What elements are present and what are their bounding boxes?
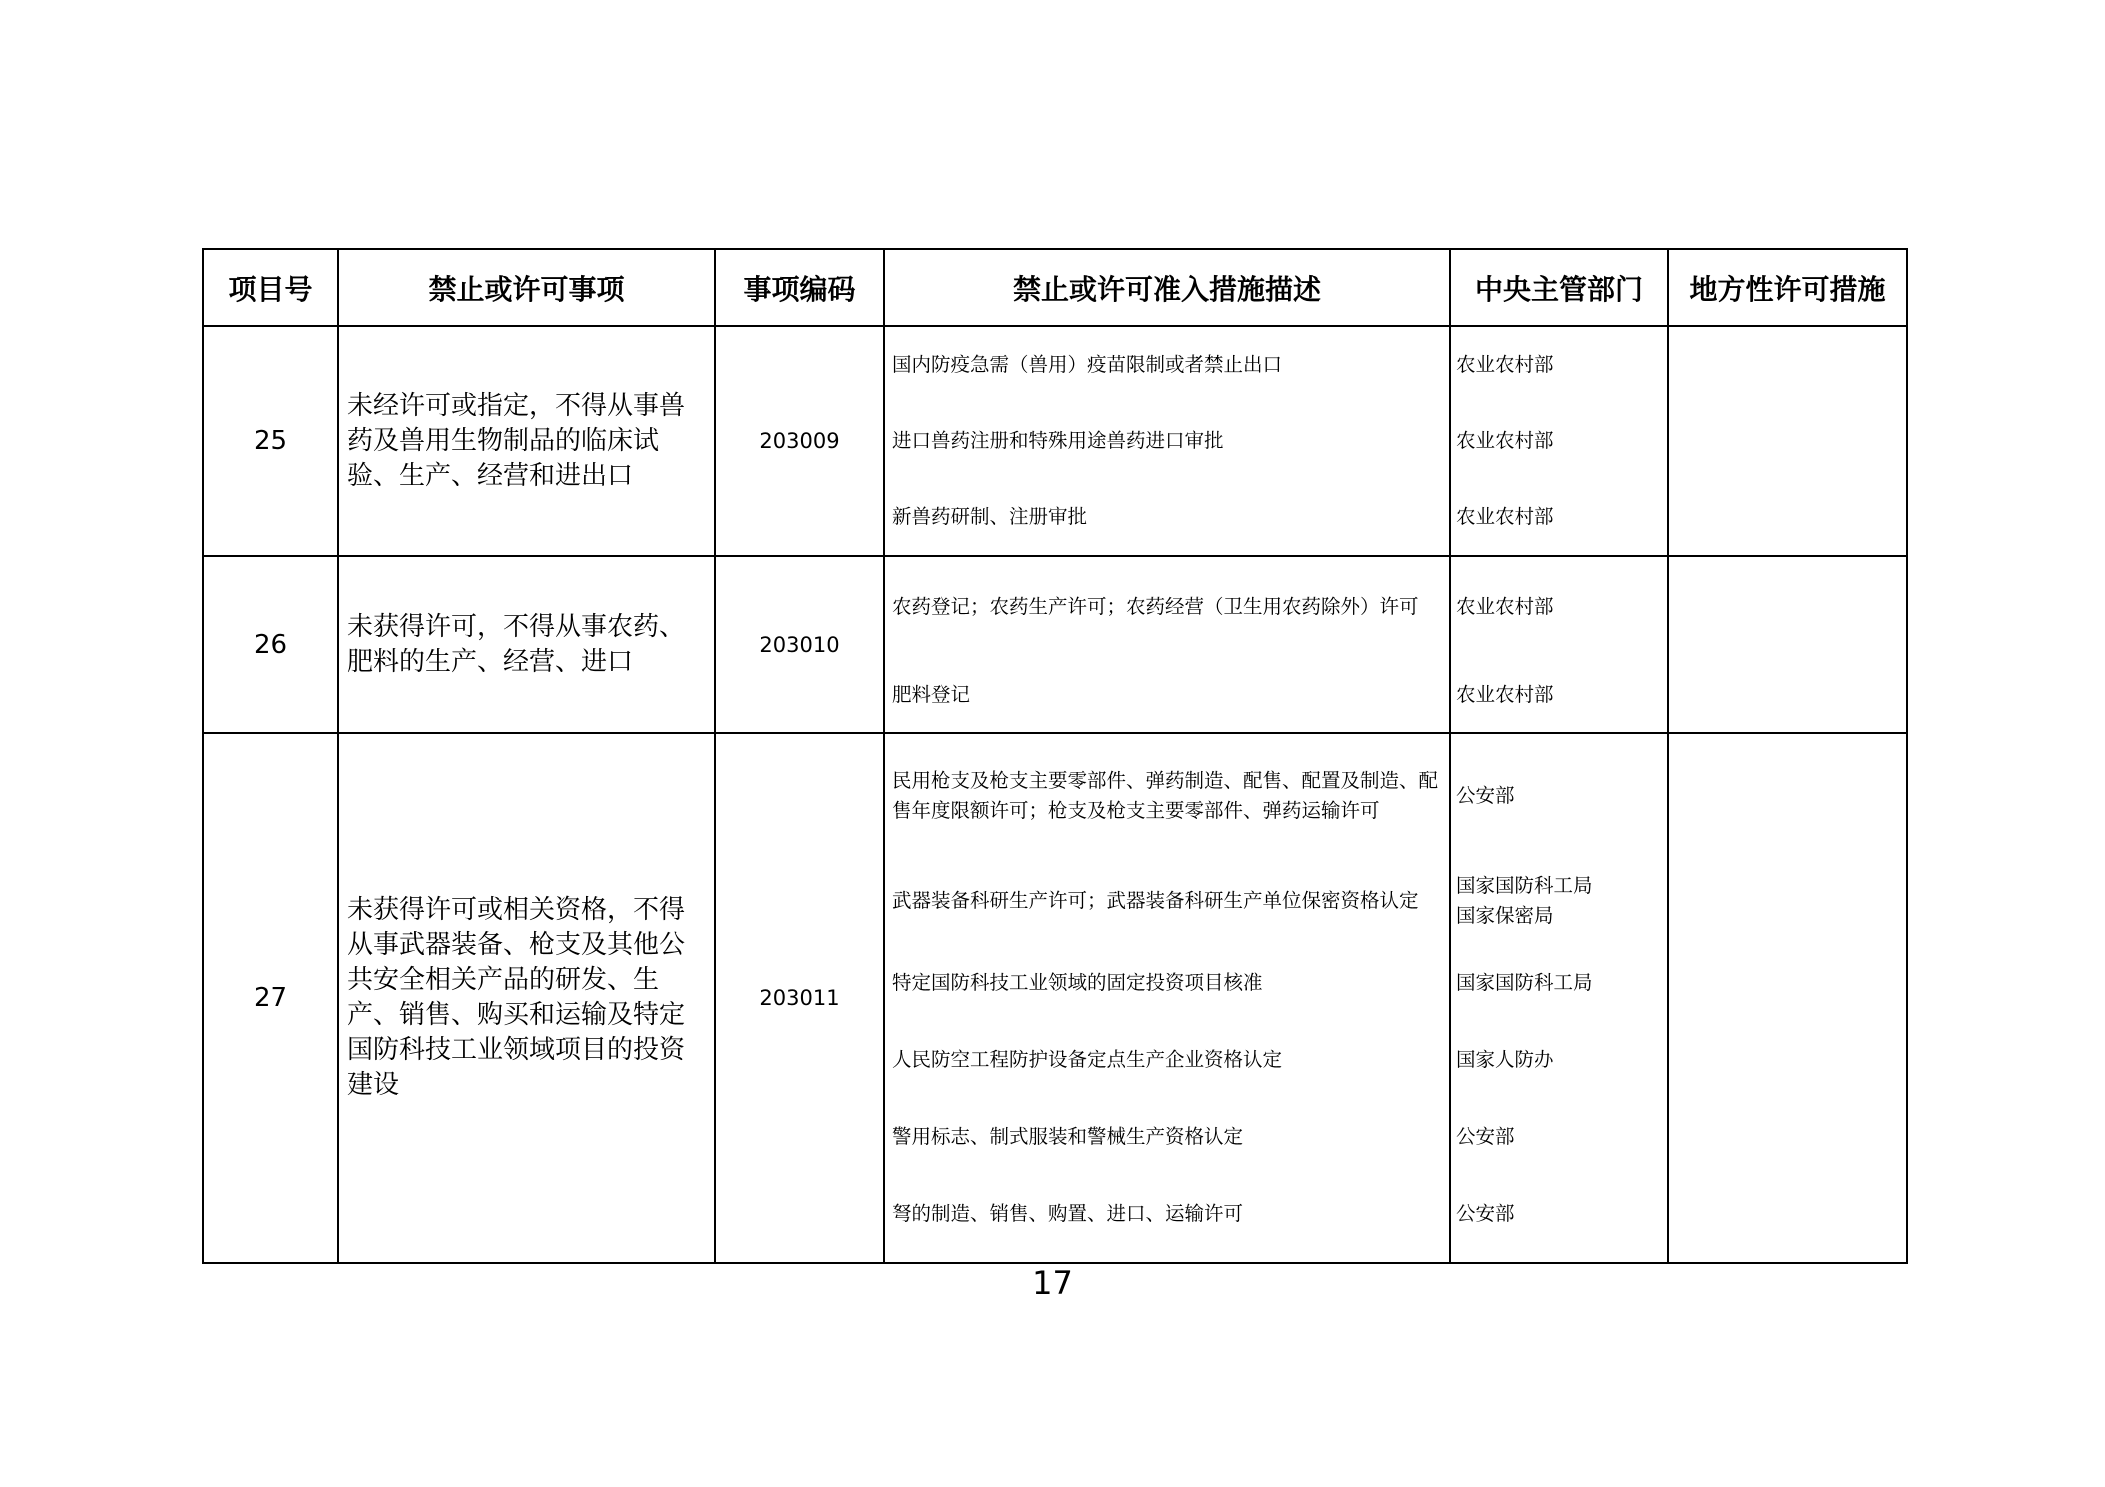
header-measure-description: 禁止或许可准入措施描述 [884,249,1450,326]
measure-description: 特定国防科技工业领域的固定投资项目核准 [892,971,1263,994]
measure-description: 民用枪支及枪支主要零部件、弹药制造、配售、配置及制造、配售年度限额许可；枪支及枪支主要零部件、弹药运输许可 [892,769,1439,822]
row-number: 27 [203,733,338,1263]
measure-description: 警用标志、制式服装和警械生产资格认定 [892,1124,1244,1148]
row-item: 未获得许可，不得从事农药、肥料的生产、经营、进口 [338,556,715,733]
header-item: 禁止或许可事项 [338,249,715,326]
row-departments [1450,556,1668,733]
measure-description: 肥料登记 [892,682,971,706]
measure-department: 公安部 [1456,784,1515,807]
measure-department: 农业农村部 [1456,595,1554,618]
row-code: 203010 [715,556,884,733]
row-departments [1450,733,1668,1263]
table-row [203,733,1907,1263]
row-item: 未获得许可或相关资格，不得从事武器装备、枪支及其他公共安全相关产品的研发、生产、销售、购买和运输及特定国防科技工业领域项目的投资建设 [338,733,715,1263]
measure-description: 农药登记；农药生产许可；农药经营（卫生用农药除外）许可 [892,595,1419,618]
measure-description: 新兽药研制、注册审批 [892,505,1088,528]
table-row [203,326,1907,556]
row-departments [1450,326,1668,556]
measure-department: 国家国防科工局 国家保密局 [1456,874,1593,927]
table-header-row [203,249,1907,326]
measure-department: 国家国防科工局 [1456,971,1593,994]
header-central-department: 中央主管部门 [1450,249,1668,326]
measure-description: 人民防空工程防护设备定点生产企业资格认定 [892,1048,1283,1071]
row-number: 26 [203,556,338,733]
measure-department: 公安部 [1456,1124,1515,1148]
row-measures [884,326,1450,556]
row-code: 203009 [715,326,884,556]
row-item: 未经许可或指定，不得从事兽药及兽用生物制品的临床试验、生产、经营和进出口 [338,326,715,556]
measure-description: 国内防疫急需（兽用）疫苗限制或者禁止出口 [892,353,1283,376]
header-local-measures: 地方性许可措施 [1668,249,1907,326]
row-measures [884,733,1450,1263]
measure-department: 农业农村部 [1456,429,1554,452]
measure-description: 进口兽药注册和特殊用途兽药进口审批 [892,429,1224,452]
header-project-number: 项目号 [203,249,338,326]
measure-department: 农业农村部 [1456,505,1554,528]
row-local-measure [1668,733,1907,1263]
row-local-measure [1668,556,1907,733]
table-row [203,556,1907,733]
measure-department: 农业农村部 [1456,682,1554,706]
row-number: 25 [203,326,338,556]
row-measures [884,556,1450,733]
page-number: 17 [1032,1264,1073,1302]
measure-description: 武器装备科研生产许可；武器装备科研生产单位保密资格认定 [892,889,1419,912]
row-code: 203011 [715,733,884,1263]
measure-department: 公安部 [1456,1201,1515,1225]
measure-description: 弩的制造、销售、购置、进口、运输许可 [892,1201,1244,1225]
row-local-measure [1668,326,1907,556]
header-item-code: 事项编码 [715,249,884,326]
measure-department: 国家人防办 [1456,1048,1554,1071]
permit-table [202,248,1908,1264]
measure-department: 农业农村部 [1456,353,1554,376]
